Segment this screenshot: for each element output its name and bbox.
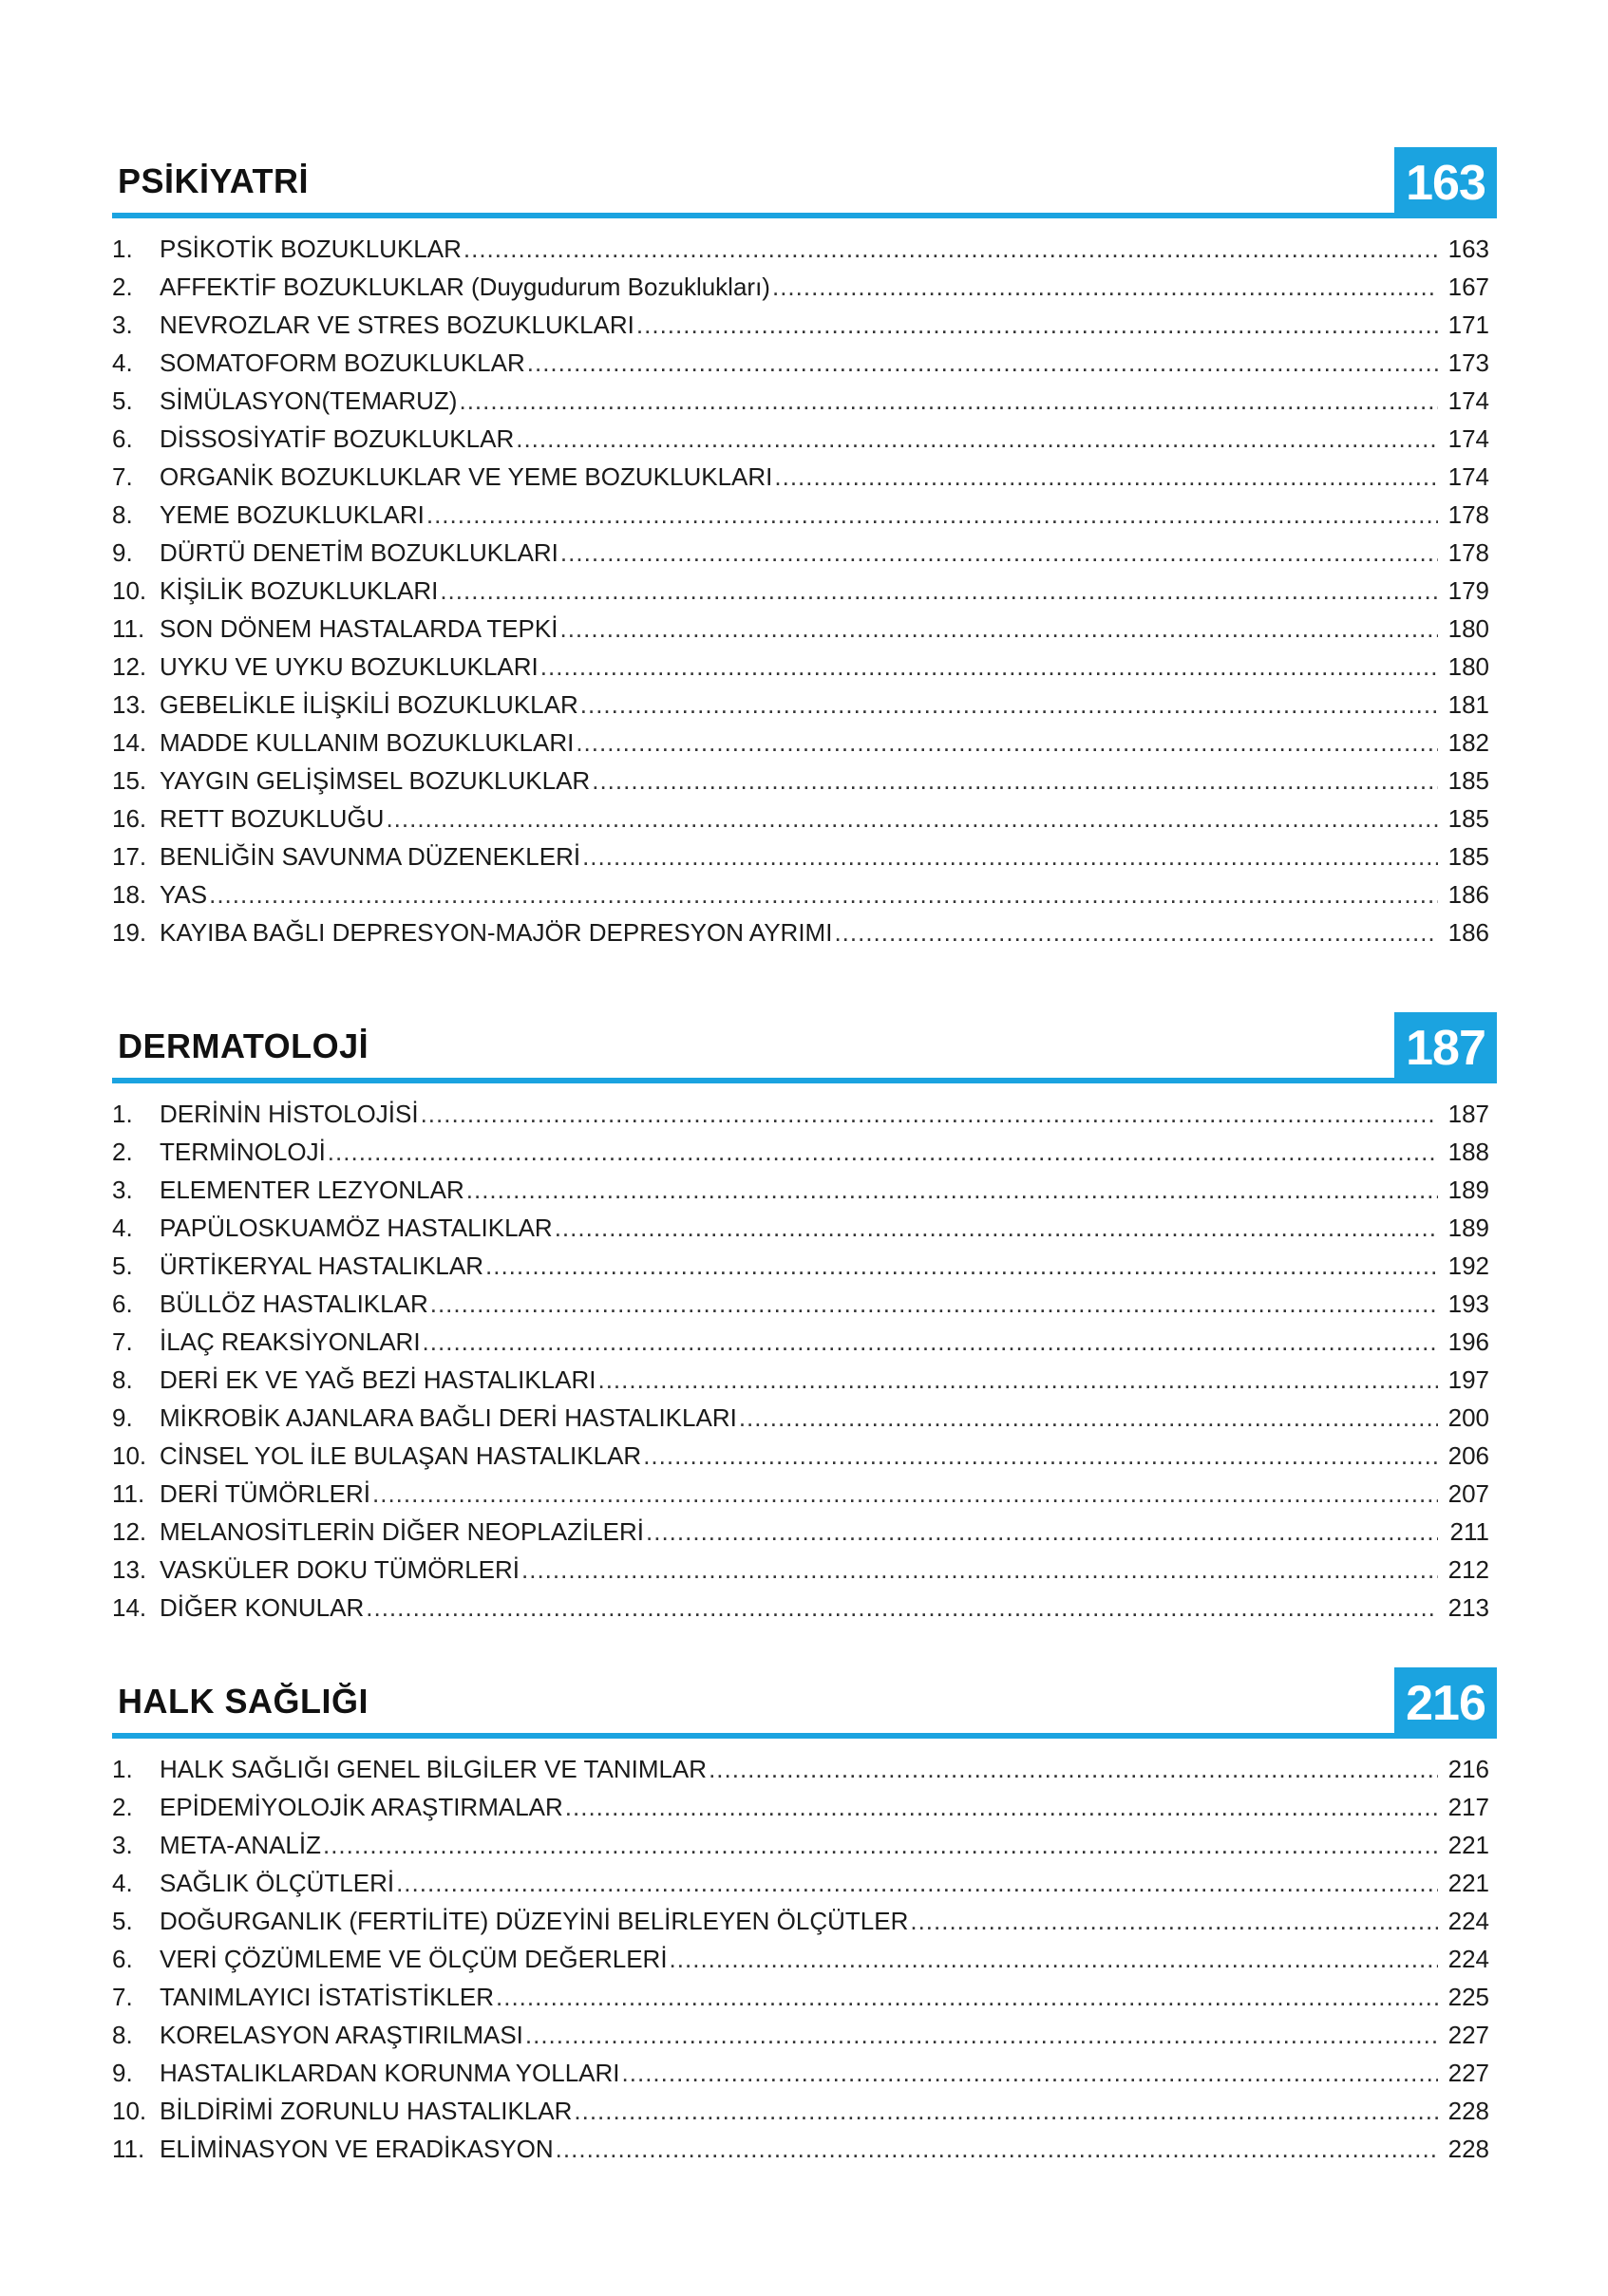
toc-entry-number: 2. xyxy=(112,1138,133,1166)
toc-entry-page: 206 xyxy=(1447,1441,1489,1470)
toc-entry-page: 185 xyxy=(1447,842,1489,871)
toc-entry-number: 10. xyxy=(112,2097,147,2125)
dot-leader xyxy=(622,2059,1438,2088)
toc-entry-number: 13. xyxy=(112,1555,147,1584)
toc-entry[interactable] xyxy=(112,1509,1497,1547)
toc-entry[interactable] xyxy=(112,682,1497,720)
toc-entry-page: 182 xyxy=(1447,728,1489,757)
dot-leader xyxy=(323,1831,1438,1860)
dot-leader xyxy=(576,728,1438,758)
toc-entry[interactable] xyxy=(112,1357,1497,1395)
toc-entry-title: VASKÜLER DOKU TÜMÖRLERİ xyxy=(160,1555,520,1584)
toc-entry-title: VERİ ÇÖZÜMLEME VE ÖLÇÜM DEĞERLERİ xyxy=(160,1945,668,1973)
toc-entry-title: PAPÜLOSKUAMÖZ HASTALIKLAR xyxy=(160,1214,553,1242)
toc-entry-page: 178 xyxy=(1447,538,1489,567)
toc-entry-title: DERİ TÜMÖRLERİ xyxy=(160,1479,370,1508)
toc-entry-title: PSİKOTİK BOZUKLUKLAR xyxy=(160,235,462,263)
toc-entry[interactable] xyxy=(112,1395,1497,1433)
dot-leader xyxy=(636,311,1438,340)
dot-leader xyxy=(556,2135,1438,2164)
section-header xyxy=(112,1012,1497,1083)
toc-entry-page: 186 xyxy=(1447,880,1489,909)
toc-entry-page: 180 xyxy=(1447,614,1489,643)
toc-entry-title: DİĞER KONULAR xyxy=(160,1593,365,1622)
toc-entry-page: 174 xyxy=(1447,424,1489,453)
toc-entry-title: UYKU VE UYKU BOZUKLUKLARI xyxy=(160,652,539,681)
dot-leader xyxy=(540,652,1438,682)
section-halk-sagligi xyxy=(112,1667,1497,2164)
toc-entry-page: 200 xyxy=(1447,1403,1489,1432)
toc-entry-page: 217 xyxy=(1447,1793,1489,1821)
toc-entry[interactable] xyxy=(112,720,1497,758)
toc-entry-number: 3. xyxy=(112,311,133,339)
toc-entry-title: SON DÖNEM HASTALARDA TEPKİ xyxy=(160,614,558,643)
toc-entry-number: 6. xyxy=(112,424,133,453)
toc-entry-title: EPİDEMİYOLOJİK ARAŞTIRMALAR xyxy=(160,1793,563,1821)
dot-leader xyxy=(643,1441,1438,1471)
toc-entry-page: 224 xyxy=(1447,1945,1489,1973)
toc-entry-title: YEME BOZUKLUKLARI xyxy=(160,500,425,529)
toc-entry-title: TERMİNOLOJİ xyxy=(160,1138,326,1166)
toc-entry-title: DÜRTÜ DENETİM BOZUKLUKLARI xyxy=(160,538,558,567)
toc-entry[interactable] xyxy=(112,378,1497,416)
toc-entry-number: 8. xyxy=(112,500,133,529)
dot-leader xyxy=(463,235,1438,264)
toc-entry[interactable] xyxy=(112,1471,1497,1509)
toc-entry-number: 1. xyxy=(112,1100,133,1128)
toc-entry-page: 186 xyxy=(1447,918,1489,947)
dot-leader xyxy=(739,1403,1438,1433)
toc-entry-title: MİKROBİK AJANLARA BAĞLI DERİ HASTALIKLARI xyxy=(160,1403,737,1432)
toc-entry-title: BİLDİRİMİ ZORUNLU HASTALIKLAR xyxy=(160,2097,573,2125)
toc-entry-number: 11. xyxy=(112,1479,145,1508)
dot-leader xyxy=(574,2097,1438,2126)
toc-entry[interactable] xyxy=(112,1585,1497,1623)
toc-entry-page: 213 xyxy=(1447,1593,1489,1622)
toc-entry-page: 174 xyxy=(1447,462,1489,491)
toc-entry-number: 2. xyxy=(112,1793,133,1821)
toc-entry-page: 178 xyxy=(1447,500,1489,529)
dot-leader xyxy=(597,1365,1438,1395)
toc-entry-page: 221 xyxy=(1447,1831,1489,1859)
dot-leader xyxy=(646,1517,1438,1547)
dot-leader xyxy=(496,1983,1438,2012)
dot-leader xyxy=(774,462,1438,492)
dot-leader xyxy=(709,1755,1438,1784)
toc-entry-number: 6. xyxy=(112,1945,133,1973)
toc-entry-page: 224 xyxy=(1447,1907,1489,1935)
toc-entry[interactable] xyxy=(112,1319,1497,1357)
toc-entry-number: 7. xyxy=(112,1983,133,2011)
toc-entry[interactable] xyxy=(112,834,1497,872)
toc-entry-number: 9. xyxy=(112,538,133,567)
toc-entry-title: YAS xyxy=(160,880,208,909)
dot-leader xyxy=(582,842,1438,872)
toc-entry-title: BÜLLÖZ HASTALIKLAR xyxy=(160,1289,428,1318)
toc-entry-number: 14. xyxy=(112,1593,147,1622)
section-header xyxy=(112,147,1497,218)
toc-entry[interactable] xyxy=(112,492,1497,530)
toc-entry[interactable] xyxy=(112,2050,1497,2088)
dot-leader xyxy=(559,614,1438,644)
dot-leader xyxy=(592,766,1438,796)
section-header xyxy=(112,1667,1497,1739)
toc-entry[interactable] xyxy=(112,1243,1497,1281)
toc-entry-title: ÜRTİKERYAL HASTALIKLAR xyxy=(160,1252,484,1280)
toc-entry-number: 10. xyxy=(112,576,147,605)
toc-entry[interactable] xyxy=(112,1974,1497,2012)
toc-entry-title: SAĞLIK ÖLÇÜTLERİ xyxy=(160,1869,395,1897)
toc-entry[interactable] xyxy=(112,2126,1497,2164)
toc-entry-page: 189 xyxy=(1447,1176,1489,1204)
toc-entry[interactable] xyxy=(112,1547,1497,1585)
toc-entry-title: KİŞİLİK BOZUKLUKLARI xyxy=(160,576,439,605)
toc-entry-title: RETT BOZUKLUĞU xyxy=(160,804,385,833)
dot-leader xyxy=(459,386,1438,416)
toc-entry-number: 18. xyxy=(112,880,147,909)
toc-entry-page: 227 xyxy=(1447,2021,1489,2049)
section-rule xyxy=(112,213,1497,218)
toc-entry-title: DERİNİN HİSTOLOJİSİ xyxy=(160,1100,419,1128)
toc-entry-title: ELİMİNASYON VE ERADİKASYON xyxy=(160,2135,554,2163)
toc-entry[interactable] xyxy=(112,872,1497,910)
dot-leader xyxy=(421,1100,1438,1129)
dot-leader xyxy=(834,918,1438,948)
toc-entry-title: HALK SAĞLIĞI GENEL BİLGİLER VE TANIMLAR xyxy=(160,1755,708,1783)
toc-entry[interactable] xyxy=(112,340,1497,378)
dot-leader xyxy=(466,1176,1438,1205)
toc-entry-title: AFFEKTİF BOZUKLUKLAR (Duygudurum Bozuklukları) xyxy=(160,273,770,301)
toc-entry-title: SİMÜLASYON(TEMARUZ) xyxy=(160,386,458,415)
toc-entry-title: YAYGIN GELİŞİMSEL BOZUKLUKLAR xyxy=(160,766,591,795)
toc-entry-page: 185 xyxy=(1447,766,1489,795)
toc-entry-title: TANIMLAYICI İSTATİSTİKLER xyxy=(160,1983,495,2011)
toc-entry-number: 14. xyxy=(112,728,147,757)
dot-leader xyxy=(560,538,1438,568)
toc-entry-page: 192 xyxy=(1447,1252,1489,1280)
toc-entry-page: 216 xyxy=(1447,1755,1489,1783)
toc-entry-title: İLAÇ REAKSİYONLARI xyxy=(160,1327,421,1356)
toc-entry-number: 1. xyxy=(112,1755,133,1783)
toc-entry[interactable] xyxy=(112,606,1497,644)
dot-leader xyxy=(426,500,1438,530)
toc-entry-title: KAYIBA BAĞLI DEPRESYON-MAJÖR DEPRESYON AYRIMI xyxy=(160,918,833,947)
toc-entry-list xyxy=(112,1746,1497,2164)
section-page-badge: 163 xyxy=(1394,147,1497,218)
toc-entry[interactable] xyxy=(112,796,1497,834)
toc-entry-number: 5. xyxy=(112,386,133,415)
toc-entry-number: 7. xyxy=(112,462,133,491)
toc-entry-number: 7. xyxy=(112,1327,133,1356)
dot-leader xyxy=(525,2021,1438,2050)
dot-leader xyxy=(910,1907,1438,1936)
toc-entry-number: 12. xyxy=(112,652,147,681)
toc-entry-title: META-ANALİZ xyxy=(160,1831,321,1859)
toc-entry-page: 228 xyxy=(1447,2135,1489,2163)
toc-entry[interactable] xyxy=(112,226,1497,264)
toc-entry[interactable] xyxy=(112,1898,1497,1936)
section-title: HALK SAĞLIĞI xyxy=(118,1682,369,1721)
toc-entry-number: 4. xyxy=(112,348,133,377)
toc-entry-title: CİNSEL YOL İLE BULAŞAN HASTALIKLAR xyxy=(160,1441,642,1470)
toc-entry[interactable] xyxy=(112,644,1497,682)
section-dermatoloji xyxy=(112,1012,1497,1623)
dot-leader xyxy=(565,1793,1438,1822)
toc-entry[interactable] xyxy=(112,454,1497,492)
dot-leader xyxy=(772,273,1438,302)
toc-entry-page: 225 xyxy=(1447,1983,1489,2011)
toc-entry[interactable] xyxy=(112,1091,1497,1129)
toc-entry-page: 189 xyxy=(1447,1214,1489,1242)
toc-entry[interactable] xyxy=(112,1167,1497,1205)
toc-entry-number: 12. xyxy=(112,1517,147,1546)
toc-entry-number: 15. xyxy=(112,766,147,795)
toc-entry-page: 180 xyxy=(1447,652,1489,681)
toc-entry[interactable] xyxy=(112,1936,1497,1974)
toc-entry-page: 171 xyxy=(1447,311,1489,339)
toc-entry[interactable] xyxy=(112,530,1497,568)
toc-entry[interactable] xyxy=(112,1860,1497,1898)
dot-leader xyxy=(423,1327,1438,1357)
dot-leader xyxy=(372,1479,1438,1509)
toc-entry[interactable] xyxy=(112,758,1497,796)
toc-entry-page: 212 xyxy=(1447,1555,1489,1584)
dot-leader xyxy=(670,1945,1438,1974)
toc-entry-title: SOMATOFORM BOZUKLUKLAR xyxy=(160,348,525,377)
toc-entry-page: 173 xyxy=(1447,348,1489,377)
toc-entry-page: 193 xyxy=(1447,1289,1489,1318)
toc-entry-number: 2. xyxy=(112,273,133,301)
toc-entry-number: 11. xyxy=(112,2135,145,2163)
toc-entry[interactable] xyxy=(112,1433,1497,1471)
toc-entry-number: 8. xyxy=(112,2021,133,2049)
dot-leader xyxy=(521,1555,1438,1585)
toc-entry-number: 8. xyxy=(112,1365,133,1394)
toc-entry-number: 17. xyxy=(112,842,147,871)
dot-leader xyxy=(555,1214,1438,1243)
toc-entry-page: 187 xyxy=(1447,1100,1489,1128)
toc-entry-title: BENLİĞİN SAVUNMA DÜZENEKLERİ xyxy=(160,842,581,871)
section-page-badge: 216 xyxy=(1394,1667,1497,1739)
toc-entry-page: 188 xyxy=(1447,1138,1489,1166)
toc-entry-number: 3. xyxy=(112,1176,133,1204)
toc-entry-number: 11. xyxy=(112,614,145,643)
toc-entry-title: KORELASYON ARAŞTIRILMASI xyxy=(160,2021,523,2049)
toc-entry-page: 221 xyxy=(1447,1869,1489,1897)
toc-entry-number: 19. xyxy=(112,918,147,947)
section-title: PSİKİYATRİ xyxy=(118,161,310,200)
toc-entry-list xyxy=(112,226,1497,948)
dot-leader xyxy=(328,1138,1438,1167)
dot-leader xyxy=(430,1289,1438,1319)
toc-entry-number: 4. xyxy=(112,1869,133,1897)
toc-entry-title: DERİ EK VE YAĞ BEZİ HASTALIKLARI xyxy=(160,1365,596,1394)
toc-entry-page: 228 xyxy=(1447,2097,1489,2125)
toc-entry[interactable] xyxy=(112,1822,1497,1860)
toc-entry-title: ORGANİK BOZUKLUKLAR VE YEME BOZUKLUKLARI xyxy=(160,462,773,491)
toc-entry[interactable] xyxy=(112,264,1497,302)
toc-entry-title: DOĞURGANLIK (FERTİLİTE) DÜZEYİNİ BELİRLEYEN ÖLÇÜTLER xyxy=(160,1907,909,1935)
toc-entry-number: 5. xyxy=(112,1252,133,1280)
toc-entry[interactable] xyxy=(112,1784,1497,1822)
toc-entry-title: DİSSOSİYATİF BOZUKLUKLAR xyxy=(160,424,515,453)
section-rule xyxy=(112,1733,1497,1739)
dot-leader xyxy=(516,424,1438,454)
toc-entry[interactable] xyxy=(112,568,1497,606)
toc-entry-page: 167 xyxy=(1447,273,1489,301)
toc-entry-list xyxy=(112,1091,1497,1623)
toc-entry[interactable] xyxy=(112,302,1497,340)
toc-entry-title: ELEMENTER LEZYONLAR xyxy=(160,1176,464,1204)
toc-entry[interactable] xyxy=(112,910,1497,948)
toc-entry-title: MELANOSİTLERİN DİĞER NEOPLAZİLERİ xyxy=(160,1517,645,1546)
toc-entry-number: 4. xyxy=(112,1214,133,1242)
toc-entry-title: GEBELİKLE İLİŞKİLİ BOZUKLUKLAR xyxy=(160,690,578,719)
toc-entry-page: 207 xyxy=(1447,1479,1489,1508)
toc-entry-page: 227 xyxy=(1447,2059,1489,2087)
toc-entry-number: 10. xyxy=(112,1441,147,1470)
toc-entry[interactable] xyxy=(112,1746,1497,1784)
toc-entry-title: HASTALIKLARDAN KORUNMA YOLLARI xyxy=(160,2059,620,2087)
toc-entry[interactable] xyxy=(112,1205,1497,1243)
toc-entry-number: 6. xyxy=(112,1289,133,1318)
toc-entry[interactable] xyxy=(112,1281,1497,1319)
toc-entry-page: 163 xyxy=(1447,235,1489,263)
dot-leader xyxy=(209,880,1438,910)
toc-entry-number: 5. xyxy=(112,1907,133,1935)
toc-entry-title: NEVROZLAR VE STRES BOZUKLUKLARI xyxy=(160,311,634,339)
toc-entry[interactable] xyxy=(112,2088,1497,2126)
toc-entry-page: 174 xyxy=(1447,386,1489,415)
dot-leader xyxy=(485,1252,1438,1281)
toc-entry-page: 197 xyxy=(1447,1365,1489,1394)
toc-entry-page: 196 xyxy=(1447,1327,1489,1356)
toc-entry-number: 3. xyxy=(112,1831,133,1859)
dot-leader xyxy=(396,1869,1438,1898)
dot-leader xyxy=(440,576,1438,606)
section-psikiyatri xyxy=(112,147,1497,948)
dot-leader xyxy=(366,1593,1438,1623)
toc-entry[interactable] xyxy=(112,1129,1497,1167)
toc-entry-number: 9. xyxy=(112,2059,133,2087)
section-title: DERMATOLOJİ xyxy=(118,1026,369,1065)
section-page-badge: 187 xyxy=(1394,1012,1497,1083)
toc-entry-title: MADDE KULLANIM BOZUKLUKLARI xyxy=(160,728,575,757)
toc-entry-page: 179 xyxy=(1447,576,1489,605)
dot-leader xyxy=(386,804,1438,834)
toc-entry-number: 1. xyxy=(112,235,133,263)
dot-leader xyxy=(527,348,1438,378)
toc-entry-number: 16. xyxy=(112,804,147,833)
toc-entry[interactable] xyxy=(112,416,1497,454)
toc-entry-page: 181 xyxy=(1447,690,1489,719)
toc-entry-page: 211 xyxy=(1449,1517,1489,1546)
toc-entry-number: 13. xyxy=(112,690,147,719)
dot-leader xyxy=(580,690,1438,720)
toc-entry-number: 9. xyxy=(112,1403,133,1432)
section-rule xyxy=(112,1078,1497,1083)
toc-entry[interactable] xyxy=(112,2012,1497,2050)
toc-entry-page: 185 xyxy=(1447,804,1489,833)
